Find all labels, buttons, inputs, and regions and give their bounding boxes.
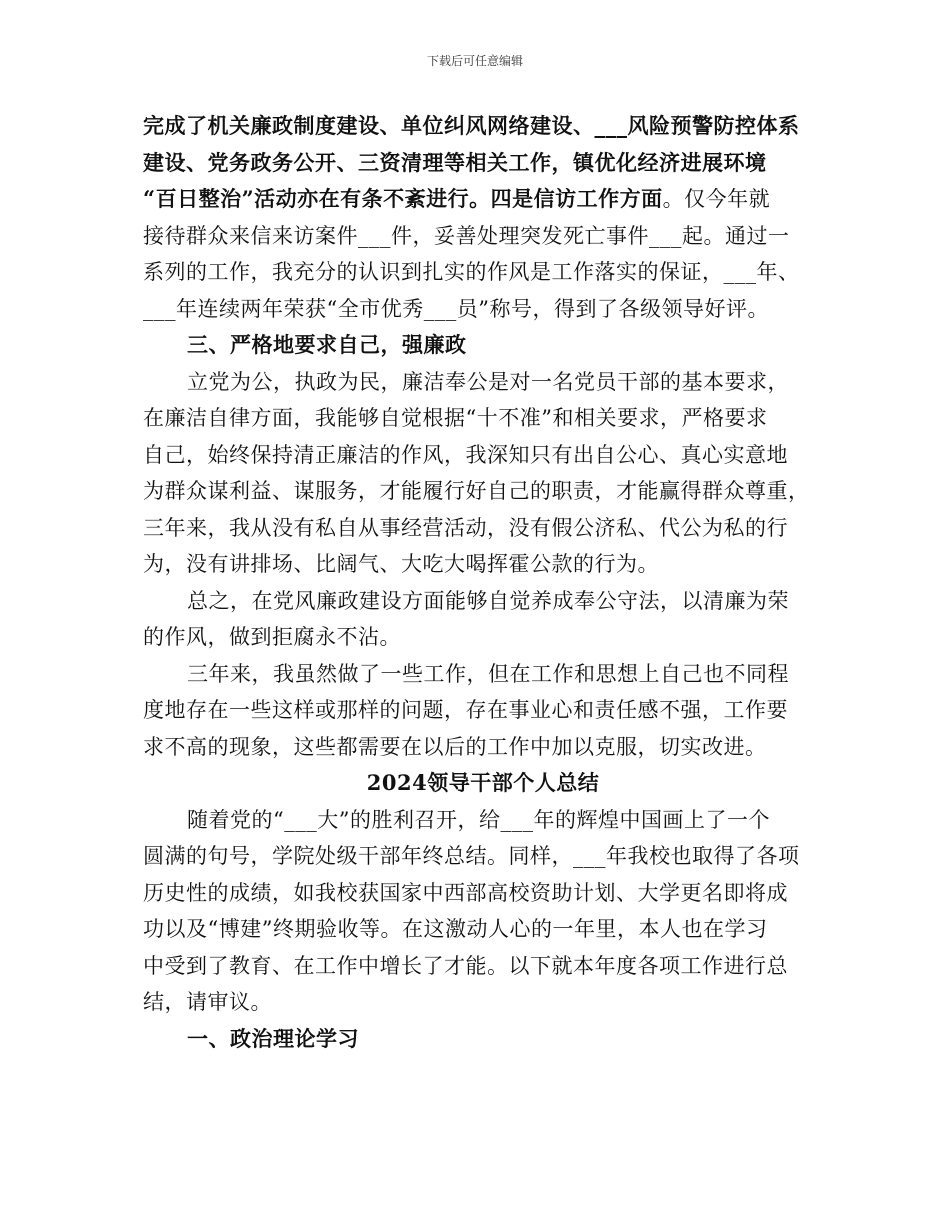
text-segment: 。仅今年就: [662, 187, 771, 211]
text-line: [143, 802, 823, 839]
text-line: [143, 145, 823, 182]
text-segment: 在廉洁自律方面，我能够自觉根据“十不准”和相关要求，严格要求: [143, 406, 768, 430]
document-body: [143, 108, 823, 1057]
text-line: [143, 984, 823, 1021]
text-segment: 结，请审议。: [143, 990, 272, 1014]
text-segment: 历史性的成绩，如我校获国家中西部高校资助计划、大学更名即将成: [143, 880, 788, 905]
text-line: [143, 291, 823, 328]
text-segment: 求不高的现象，这些都需要在以后的工作中加以克服，切实改进。: [143, 734, 767, 759]
text-line: [143, 875, 823, 912]
text-line: [143, 364, 823, 401]
text-line: [143, 327, 823, 364]
text-segment: 完成了机关廉政制度建设、单位纠风网络建设、___风险预警防控体系: [143, 113, 800, 138]
text-line: [143, 692, 823, 729]
text-line: [143, 546, 823, 583]
text-line: [143, 473, 823, 510]
text-line: [143, 1021, 823, 1058]
text-line: [143, 400, 823, 437]
text-line: [143, 838, 823, 875]
text-segment: 三年来，我从没有私自从事经营活动，没有假公济私、代公为私的行: [143, 515, 788, 540]
text-segment: 三、严格地要求自己，强廉政: [187, 332, 467, 357]
text-segment: 中受到了教育、在工作中增长了才能。以下就本年度各项工作进行总: [143, 953, 788, 978]
text-line: [143, 911, 823, 948]
text-segment: ___年连续两年荣获“全市优秀___员”称号，得到了各级领导好评。: [143, 296, 769, 321]
text-segment: 系列的工作，我充分的认识到扎实的作风是工作落实的保证，___年、: [143, 260, 800, 284]
section-title: [143, 765, 823, 802]
text-line: [143, 948, 823, 985]
text-segment: 立党为公，执政为民，廉洁奉公是对一名党员干部的基本要求，: [187, 369, 789, 394]
text-segment: “百日整治”活动亦在有条不紊进行。四是信访工作方面: [143, 186, 663, 211]
text-line: [143, 583, 823, 620]
text-segment: 总之，在党风廉政建设方面能够自觉养成奉公守法，以清廉为荣: [187, 588, 789, 613]
text-segment: 建设、党务政务公开、三资清理等相关工作，镇优化经济进展环境: [143, 149, 767, 175]
text-line: [143, 619, 823, 656]
text-line: [143, 656, 823, 693]
text-segment: 度地存在一些这样或那样的问题，存在事业心和责任感不强，工作要: [143, 698, 788, 722]
text-segment: 一、政治理论学习: [187, 1025, 359, 1051]
text-line: [143, 254, 823, 291]
text-line: [143, 437, 823, 474]
text-segment: 为群众谋利益、谋服务，才能履行好自己的职责，才能赢得群众尊重，: [143, 479, 810, 503]
text-line: [143, 108, 823, 145]
text-line: [143, 729, 823, 766]
page-header: 下载后可任意编辑: [426, 54, 523, 68]
text-segment: 圆满的句号，学院处级干部年终总结。同样，___年我校也取得了各项: [143, 844, 800, 868]
text-segment: 的作风，做到拒腐永不沾。: [143, 625, 401, 649]
text-segment: 随着党的“___大”的胜利召开，给___年的辉煌中国画上了一个: [187, 807, 770, 832]
text-segment: 2024领导干部个人总结: [366, 770, 600, 795]
text-segment: 为，没有讲排场、比阔气、大吃大喝挥霍公款的行为。: [143, 552, 659, 576]
text-segment: 功以及“博建”终期验收等。在这激动人心的一年里，本人也在学习: [143, 917, 768, 941]
text-line: [143, 510, 823, 547]
text-line: [143, 218, 823, 255]
text-segment: 三年来，我虽然做了一些工作，但在工作和思想上自己也不同程: [187, 661, 789, 686]
text-segment: 自己，始终保持清正廉洁的作风，我深知只有出自公心、真心实意地: [143, 442, 788, 467]
text-line: [143, 181, 823, 218]
text-segment: 接待群众来信来访案件___件，妥善处理突发死亡事件___起。通过一: [143, 223, 790, 248]
